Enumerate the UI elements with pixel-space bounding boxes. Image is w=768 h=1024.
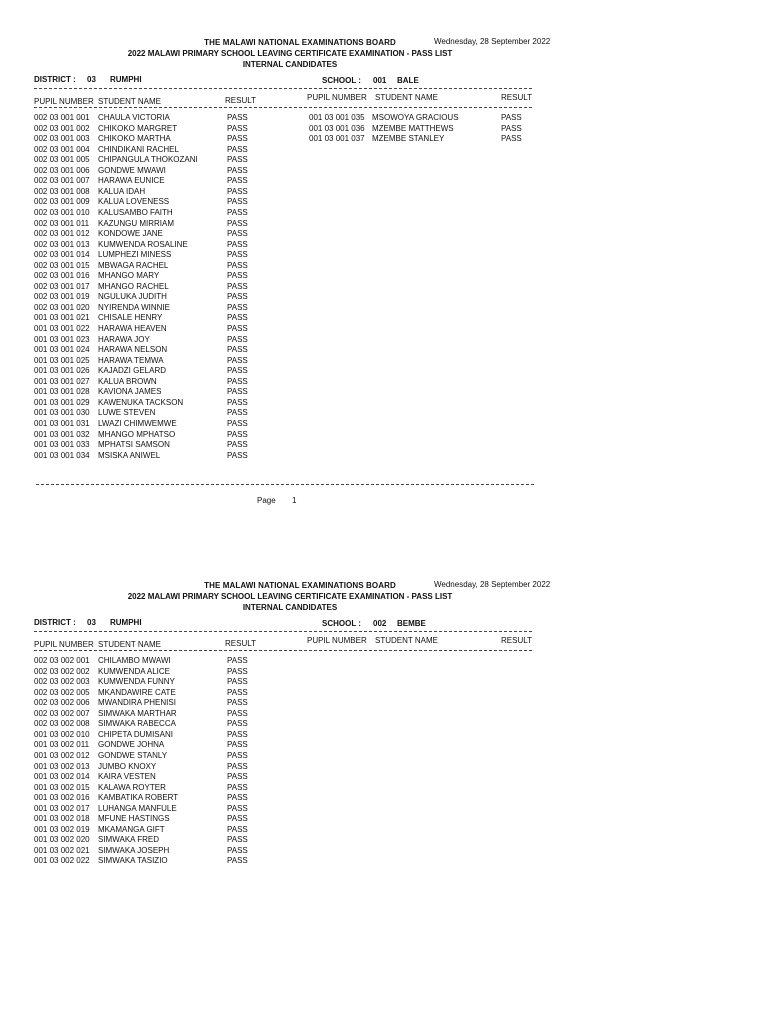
result: PASS [227, 176, 248, 186]
result: PASS [227, 197, 248, 207]
pupil-number: 002 03 001 011 [34, 218, 90, 228]
pupil-number: 001 03 001 023 [34, 334, 90, 344]
result: PASS [227, 397, 248, 407]
result: PASS [227, 334, 248, 344]
result: PASS [227, 345, 248, 355]
table-row [0, 261, 768, 272]
col-pupil-number-right: PUPIL NUMBER [307, 93, 367, 102]
table-row [0, 113, 768, 124]
col-student-name: STUDENT NAME [98, 640, 161, 649]
table-row [0, 667, 768, 678]
student-name: NYIRENDA WINNIE [98, 302, 171, 312]
student-name: SIMWAKA TASIZIO [98, 856, 168, 866]
result: PASS [227, 123, 248, 133]
student-name: CHIKOKO MARTHA [98, 134, 171, 144]
student-name: LWAZI CHIMWEMWE [98, 418, 177, 428]
table-row [0, 419, 768, 430]
table-row [0, 719, 768, 730]
pupil-number: 001 03 001 034 [34, 450, 90, 460]
col-result: RESULT [225, 96, 256, 105]
student-name: KALUA BROWN [98, 376, 157, 386]
student-name: MSISKA ANIWEL [98, 450, 161, 460]
pupil-number: 001 03 001 028 [34, 387, 90, 397]
result: PASS [227, 281, 248, 291]
student-name: MWANDIRA PHENISI [98, 698, 176, 708]
student-name: CHIPETA DUMISANI [98, 729, 173, 739]
result: PASS [227, 687, 248, 697]
result: PASS [227, 324, 248, 333]
student-name: MKANDAWIRE CATE [98, 687, 176, 697]
student-name: SIMWAKA JOSEPH [98, 845, 170, 855]
result: PASS [227, 408, 248, 418]
school-label: SCHOOL : [322, 619, 361, 628]
result: PASS [227, 750, 248, 760]
student-name: LUHANGA MANFULE [98, 803, 177, 813]
table-row [0, 430, 768, 441]
result: PASS [227, 824, 248, 834]
pupil-number: 001 03 001 030 [34, 408, 90, 418]
result: PASS [227, 292, 248, 302]
pupil-number: 002 03 002 008 [34, 719, 90, 729]
table-row [0, 335, 768, 346]
table-row [0, 356, 768, 367]
pupil-number: 002 03 002 002 [34, 666, 90, 676]
page-number: 1 [292, 496, 297, 505]
student-name: HARAWA HEAVEN [98, 324, 167, 333]
pupil-number: 002 03 001 003 [34, 134, 90, 144]
result: PASS [227, 250, 248, 260]
result: PASS [227, 803, 248, 813]
table-row [0, 772, 768, 783]
pupil-number: 002 03 001 010 [34, 207, 90, 217]
pupil-number: 001 03 001 031 [34, 418, 90, 428]
result: PASS [227, 761, 248, 771]
student-name: CHILAMBO MWAWI [98, 656, 171, 665]
pupil-number: 001 03 002 018 [34, 814, 90, 824]
result: PASS [227, 793, 248, 803]
pupil-number: 002 03 001 012 [34, 229, 90, 239]
student-name: CHISALE HENRY [98, 313, 163, 323]
table-row [0, 303, 768, 314]
result: PASS [501, 134, 522, 144]
exam-title: 2022 MALAWI PRIMARY SCHOOL LEAVING CERTIFICATE EXAMINATION - PASS LIST [127, 49, 453, 58]
table-row [0, 124, 768, 135]
pupil-number: 002 03 001 013 [34, 239, 90, 249]
student-name: HARAWA EUNICE [98, 176, 165, 186]
student-name: MHANGO MARY [98, 271, 160, 281]
pupil-number: 002 03 001 017 [34, 281, 90, 291]
district-name: RUMPHI [110, 75, 142, 84]
table-row [0, 166, 768, 177]
table-row [0, 345, 768, 356]
col-result-right: RESULT [501, 93, 532, 102]
result: PASS [227, 772, 248, 782]
result: PASS [227, 366, 248, 376]
student-name: MBWAGA RACHEL [98, 260, 169, 270]
col-student-name-right: STUDENT NAME [375, 636, 438, 645]
result: PASS [227, 856, 248, 866]
candidate-category: INTERNAL CANDIDATES [242, 60, 338, 69]
pupil-number: 001 03 001 025 [34, 355, 90, 365]
pupil-number: 002 03 002 007 [34, 708, 90, 718]
pupil-number: 001 03 001 022 [34, 324, 90, 333]
table-row [0, 408, 768, 419]
table-row [0, 814, 768, 825]
pupil-number: 002 03 001 014 [34, 250, 90, 260]
footer-rule [36, 484, 534, 485]
student-name: SIMWAKA FRED [98, 835, 160, 845]
result: PASS [227, 708, 248, 718]
pupil-number: 001 03 002 010 [34, 729, 90, 739]
student-name: MZEMBE MATTHEWS [372, 123, 454, 133]
col-pupil-number: PUPIL NUMBER [34, 640, 94, 649]
table-row [0, 366, 768, 377]
table-row [0, 313, 768, 324]
table-row [0, 324, 768, 335]
col-student-name-right: STUDENT NAME [375, 93, 438, 102]
district-label: DISTRICT : [34, 75, 76, 84]
student-name: GONDWE MWAWI [98, 165, 166, 175]
result: PASS [227, 656, 248, 665]
student-name: MZEMBE STANLEY [372, 134, 445, 144]
pupil-number: 002 03 002 005 [34, 687, 90, 697]
pupil-number: 001 03 002 020 [34, 835, 90, 845]
table-row [0, 250, 768, 261]
table-row [0, 783, 768, 794]
pupil-number: 002 03 001 005 [34, 155, 90, 165]
pupil-number: 001 03 002 017 [34, 803, 90, 813]
board-title: THE MALAWI NATIONAL EXAMINATIONS BOARD [204, 38, 396, 47]
table-row [0, 688, 768, 699]
table-row [0, 229, 768, 240]
student-name: LUWE STEVEN [98, 408, 156, 418]
table-row [0, 825, 768, 836]
pupil-number: 001 03 001 037 [309, 134, 365, 144]
pupil-number: 001 03 001 032 [34, 429, 90, 439]
result: PASS [227, 677, 248, 687]
header-rule-top [34, 631, 532, 632]
table-row [0, 208, 768, 219]
table-row [0, 698, 768, 709]
result: PASS [227, 376, 248, 386]
pupil-number: 001 03 002 013 [34, 761, 90, 771]
district-name: RUMPHI [110, 618, 142, 627]
col-result: RESULT [225, 639, 256, 648]
student-name: CHAULA VICTORIA [98, 113, 170, 122]
student-name: HARAWA TEMWA [98, 355, 164, 365]
student-name: JUMBO KNOXY [98, 761, 157, 771]
table-row [0, 835, 768, 846]
result: PASS [227, 698, 248, 708]
result: PASS [227, 814, 248, 824]
result: PASS [227, 719, 248, 729]
result: PASS [227, 429, 248, 439]
pupil-number: 002 03 001 008 [34, 186, 90, 196]
table-row [0, 292, 768, 303]
result: PASS [227, 729, 248, 739]
table-row [0, 856, 768, 867]
page-label: Page [257, 496, 276, 505]
pupil-number: 001 03 002 015 [34, 782, 90, 792]
table-row [0, 846, 768, 857]
pupil-number: 001 03 001 036 [309, 123, 365, 133]
pupil-number: 002 03 001 001 [34, 113, 90, 122]
student-name: MPHATSI SAMSON [98, 440, 170, 450]
result: PASS [227, 666, 248, 676]
pupil-number: 001 03 002 011 [34, 740, 90, 750]
result: PASS [227, 165, 248, 175]
district-label: DISTRICT : [34, 618, 76, 627]
student-name: MSOWOYA GRACIOUS [372, 113, 459, 122]
pupil-number: 002 03 002 001 [34, 656, 90, 665]
school-name: BALE [397, 76, 419, 85]
result: PASS [227, 313, 248, 323]
school-code: 001 [373, 76, 387, 85]
result: PASS [227, 450, 248, 460]
table-row [0, 730, 768, 741]
table-row [0, 793, 768, 804]
pupil-number: 001 03 002 022 [34, 856, 90, 866]
pupil-number: 002 03 001 006 [34, 165, 90, 175]
pupil-number: 002 03 001 015 [34, 260, 90, 270]
student-name: KAVIONA JAMES [98, 387, 162, 397]
table-row [0, 155, 768, 166]
school-code: 002 [373, 619, 387, 628]
student-name: CHIKOKO MARGRET [98, 123, 178, 133]
candidate-category: INTERNAL CANDIDATES [242, 603, 338, 612]
header-rule-bottom [34, 650, 532, 651]
student-name: KUMWENDA ALICE [98, 666, 171, 676]
exam-title: 2022 MALAWI PRIMARY SCHOOL LEAVING CERTIFICATE EXAMINATION - PASS LIST [127, 592, 453, 601]
pupil-number: 001 03 001 027 [34, 376, 90, 386]
pupil-number: 001 03 001 021 [34, 313, 90, 323]
table-row [0, 145, 768, 156]
result: PASS [227, 782, 248, 792]
student-name: GONDWE JOHNA [98, 740, 165, 750]
result: PASS [227, 229, 248, 239]
student-name: SIMWAKA MARTHAR [98, 708, 177, 718]
table-row [0, 377, 768, 388]
pupil-number: 002 03 002 006 [34, 698, 90, 708]
table-row [0, 751, 768, 762]
table-row [0, 197, 768, 208]
student-name: SIMWAKA RABECCA [98, 719, 176, 729]
student-name: CHIPANGULA THOKOZANI [98, 155, 198, 165]
pupil-number: 002 03 001 016 [34, 271, 90, 281]
table-row [0, 656, 768, 667]
pupil-number: 002 03 002 003 [34, 677, 90, 687]
result: PASS [227, 155, 248, 165]
table-row [0, 740, 768, 751]
result: PASS [227, 239, 248, 249]
header-rule-top [34, 88, 532, 89]
student-name: KAIRA VESTEN [98, 772, 156, 782]
pupil-number: 001 03 001 035 [309, 113, 365, 122]
student-name: KAJADZI GELARD [98, 366, 167, 376]
student-name: KUMWENDA ROSALINE [98, 239, 188, 249]
result: PASS [227, 845, 248, 855]
result: PASS [227, 134, 248, 144]
student-name: KAMBATIKA ROBERT [98, 793, 179, 803]
student-name: KALUSAMBO FAITH [98, 207, 173, 217]
pupil-number: 002 03 001 020 [34, 302, 90, 312]
report-date: Wednesday, 28 September 2022 [434, 580, 551, 589]
student-name: NGULUKA JUDITH [98, 292, 167, 302]
pupil-number: 001 03 001 024 [34, 345, 90, 355]
table-row [0, 804, 768, 815]
result: PASS [501, 113, 522, 122]
pupil-number: 001 03 001 029 [34, 397, 90, 407]
result: PASS [227, 260, 248, 270]
pupil-number: 002 03 001 007 [34, 176, 90, 186]
pupil-number: 001 03 002 021 [34, 845, 90, 855]
table-row [0, 176, 768, 187]
table-row [0, 282, 768, 293]
student-name: GONDWE STANLY [98, 750, 168, 760]
pupil-number: 001 03 002 014 [34, 772, 90, 782]
table-row [0, 387, 768, 398]
district-code: 03 [87, 618, 96, 627]
student-name: KAZUNGU MIRRIAM [98, 218, 174, 228]
table-row [0, 709, 768, 720]
student-name: MFUNE HASTINGS [98, 814, 170, 824]
col-pupil-number-right: PUPIL NUMBER [307, 636, 367, 645]
student-name: HARAWA JOY [98, 334, 150, 344]
result: PASS [227, 835, 248, 845]
result: PASS [227, 740, 248, 750]
pupil-number: 001 03 001 026 [34, 366, 90, 376]
result: PASS [227, 440, 248, 450]
result: PASS [227, 271, 248, 281]
result: PASS [227, 186, 248, 196]
result: PASS [227, 418, 248, 428]
header-rule-bottom [34, 107, 532, 108]
student-name: MHANGO RACHEL [98, 281, 169, 291]
pass-list-page-2 [0, 543, 768, 1013]
student-name: KONDOWE JANE [98, 229, 163, 239]
pupil-number: 002 03 001 019 [34, 292, 90, 302]
result: PASS [501, 123, 522, 133]
col-student-name: STUDENT NAME [98, 97, 161, 106]
col-pupil-number: PUPIL NUMBER [34, 97, 94, 106]
result: PASS [227, 387, 248, 397]
table-row [0, 398, 768, 409]
student-name: KAWENUKA TACKSON [98, 397, 184, 407]
table-row [0, 451, 768, 462]
pupil-number: 002 03 001 002 [34, 123, 90, 133]
school-name: BEMBE [397, 619, 426, 628]
col-result-right: RESULT [501, 636, 532, 645]
table-row [0, 271, 768, 282]
pupil-number: 002 03 001 009 [34, 197, 90, 207]
result: PASS [227, 218, 248, 228]
student-name: MHANGO MPHATSO [98, 429, 176, 439]
result: PASS [227, 355, 248, 365]
table-row [0, 440, 768, 451]
pupil-number: 001 03 002 019 [34, 824, 90, 834]
student-name: MKAMANGA GIFT [98, 824, 165, 834]
result: PASS [227, 207, 248, 217]
result: PASS [227, 144, 248, 154]
result: PASS [227, 113, 248, 122]
pupil-number: 001 03 001 033 [34, 440, 90, 450]
student-name: LUMPHEZI MINESS [98, 250, 172, 260]
student-name: KALAWA ROYTER [98, 782, 166, 792]
table-row [0, 134, 768, 145]
table-row [0, 219, 768, 230]
table-row [0, 240, 768, 251]
pupil-number: 001 03 002 012 [34, 750, 90, 760]
student-name: KALUA IDAH [98, 186, 146, 196]
student-name: KALUA LOVENESS [98, 197, 170, 207]
school-label: SCHOOL : [322, 76, 361, 85]
district-code: 03 [87, 75, 96, 84]
result: PASS [227, 302, 248, 312]
board-title: THE MALAWI NATIONAL EXAMINATIONS BOARD [204, 581, 396, 590]
report-date: Wednesday, 28 September 2022 [434, 37, 551, 46]
student-name: KUMWENDA FUNNY [98, 677, 175, 687]
table-row [0, 187, 768, 198]
pupil-number: 002 03 001 004 [34, 144, 90, 154]
table-row [0, 762, 768, 773]
student-name: CHINDIKANI RACHEL [98, 144, 179, 154]
pupil-number: 001 03 002 016 [34, 793, 90, 803]
student-name: HARAWA NELSON [98, 345, 168, 355]
table-row [0, 677, 768, 688]
